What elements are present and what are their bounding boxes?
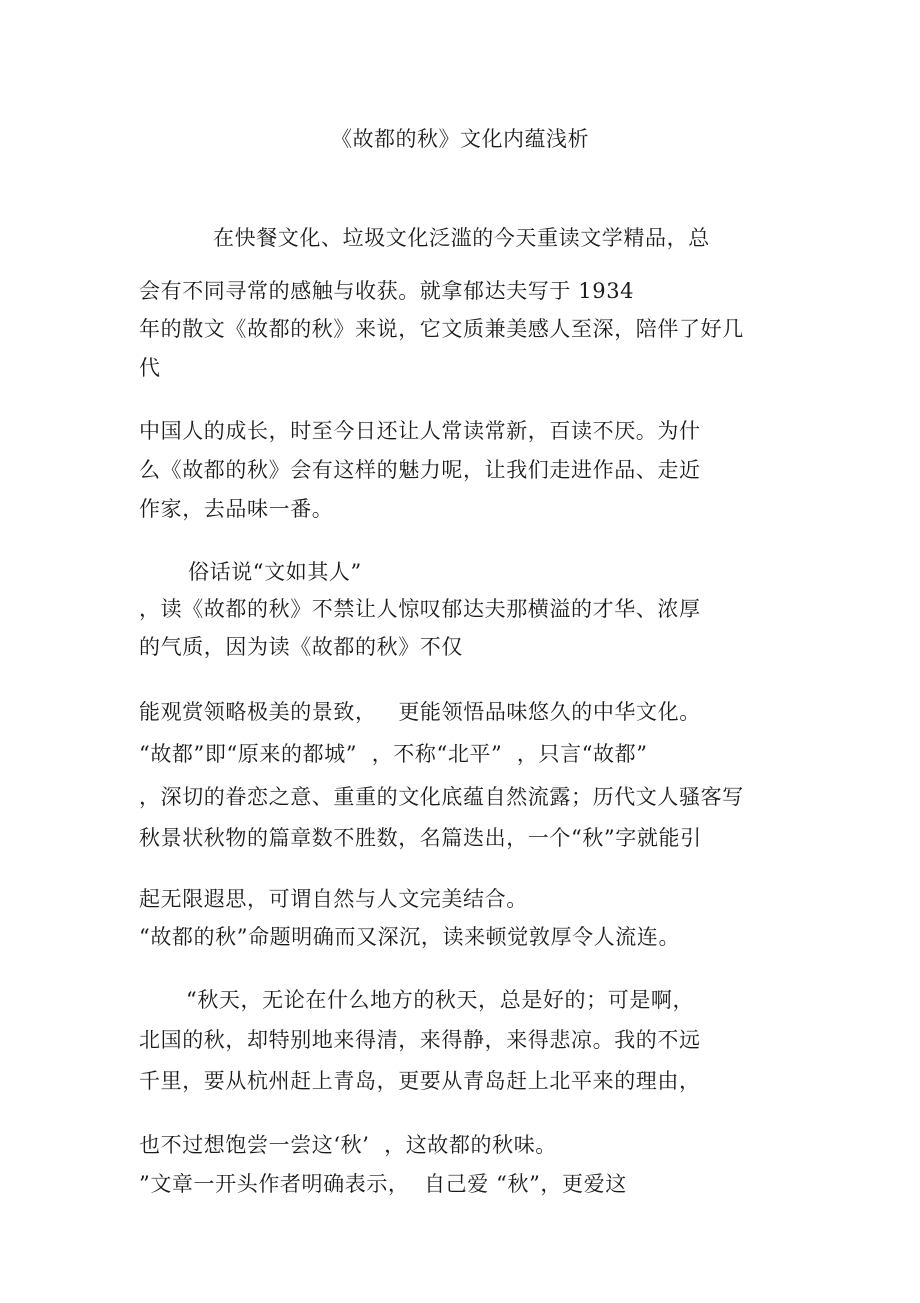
text-line: 也不过想饱尝一尝这‘秋’ ，这故都的秋味。 [139, 1133, 557, 1157]
text-line: 么《故都的秋》会有这样的魅力呢，让我们走进作品、走近 [139, 458, 701, 482]
text-line: 千里，要从杭州赶上青岛，更要从青岛赶上北平来的理由， [139, 1069, 701, 1093]
text-line: 北国的秋，却特别地来得清，来得静，来得悲凉。我的不远 [139, 1028, 701, 1052]
text-line: 起无限遐思，可谓自然与人文完美结合。 [139, 887, 528, 911]
text-line: ，深切的眷恋之意、重重的文化底蕴自然流露；历代文人骚客写 [139, 785, 744, 809]
text-line: ，读《故都的秋》不禁让人惊叹郁达夫那横溢的才华、浓厚 [139, 597, 701, 621]
text-line: 年的散文《故都的秋》来说，它文质兼美感人至深，陪伴了好几 [139, 317, 744, 341]
text-line: 中国人的成长，时至今日还让人常读常新，百读不厌。为什 [139, 419, 701, 443]
text-line: 秋景状秋物的篇章数不胜数，名篇迭出，一个“秋”字就能引 [139, 826, 702, 850]
text-line: “故都的秋”命题明确而又深沉，读来顿觉敦厚令人流连。 [139, 925, 681, 949]
document-title: 《故都的秋》文化内蕴浅析 [331, 127, 589, 151]
text-line: “秋天，无论在什么地方的秋天，总是好的；可是啊， [186, 988, 695, 1012]
text-line: 的气质，因为读《故都的秋》不仅 [139, 635, 463, 659]
text-line: 作家，去品味一番。 [139, 497, 334, 521]
text-line: 代 [139, 356, 161, 380]
text-line: 俗话说“文如其人” [188, 560, 362, 584]
text-line: ”文章一开头作者明确表示， 自己爱 “秋”，更爱这 [139, 1172, 627, 1196]
text-line: 在快餐文化、垃圾文化泛滥的今天重读文学精品，总 [213, 226, 710, 250]
text-line: “故都”即“原来的都城” ，不称“北平” ，只言“故都” [139, 742, 648, 766]
text-line: 会有不同寻常的感触与收获。就拿郁达夫写于 1934 [139, 279, 635, 303]
text-line: 能观赏领略极美的景致， 更能领悟品味悠久的中华文化。 [139, 700, 701, 724]
